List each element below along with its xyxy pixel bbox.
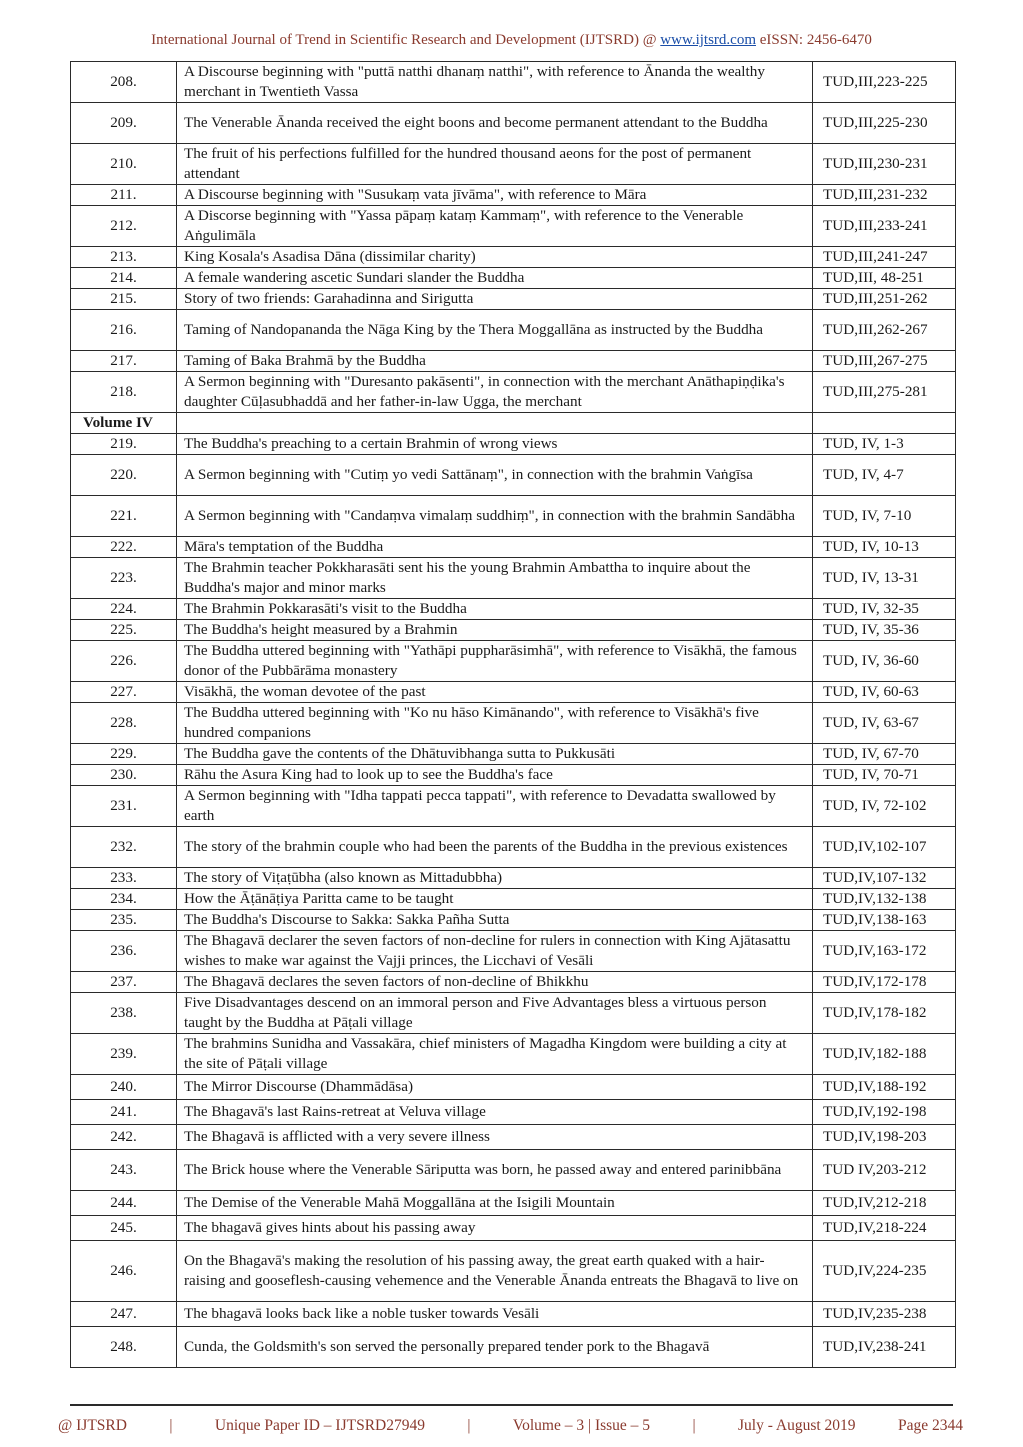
footer-separator: | (692, 1417, 696, 1434)
entry-description: The Brick house where the Venerable Sāriputta was born, he passed away and entered parinibbāna (177, 1150, 813, 1191)
table-row (71, 206, 956, 247)
entry-reference: TUD, IV, 35-36 (813, 620, 956, 641)
table-row (71, 1302, 956, 1327)
entry-description: The Buddha's height measured by a Brahmin (177, 620, 813, 641)
entry-number: 238. (71, 993, 177, 1034)
entry-number: 243. (71, 1150, 177, 1191)
table-row (71, 972, 956, 993)
entry-number: 224. (71, 599, 177, 620)
entry-description: The Venerable Ānanda received the eight boons and become permanent attendant to the Buddha (177, 103, 813, 144)
entry-reference: TUD,III, 48-251 (813, 268, 956, 289)
entry-number: 214. (71, 268, 177, 289)
table-row (71, 434, 956, 455)
entry-number: 241. (71, 1100, 177, 1125)
entry-description: A Discourse beginning with "Susukaṃ vata jīvāma", with reference to Māra (177, 185, 813, 206)
header-prefix: International Journal of Trend in Scientific Research and Development (IJTSRD) @ (151, 32, 661, 48)
entry-number: 222. (71, 537, 177, 558)
entry-number: 242. (71, 1125, 177, 1150)
table-row (71, 268, 956, 289)
entry-description: A Sermon beginning with "Candaṃva vimalaṃ suddhiṃ", in connection with the brahmin Sandābha (177, 496, 813, 537)
entry-reference: TUD,III,267-275 (813, 351, 956, 372)
footer-separator: | (467, 1417, 471, 1434)
table-row (71, 1100, 956, 1125)
page-header (0, 32, 1023, 49)
table-row (71, 765, 956, 786)
entry-description: A Discourse beginning with "puttā natthi dhanaṃ natthi", with reference to Ānanda the wealthy merchant in Twentieth Vassa (177, 62, 813, 103)
entry-description: The Mirror Discourse (Dhammādāsa) (177, 1075, 813, 1100)
entry-number: 233. (71, 868, 177, 889)
table-row (71, 993, 956, 1034)
entry-reference: TUD, IV, 63-67 (813, 703, 956, 744)
entry-reference: TUD, IV, 4-7 (813, 455, 956, 496)
entry-reference: TUD,IV,192-198 (813, 1100, 956, 1125)
entry-reference: TUD,III,230-231 (813, 144, 956, 185)
footer-rule (70, 1404, 953, 1406)
table-row (71, 910, 956, 931)
table-row (71, 247, 956, 268)
entry-description: The Buddha gave the contents of the Dhātuvibhanga sutta to Pukkusāti (177, 744, 813, 765)
table-row (71, 744, 956, 765)
entry-description: Taming of Baka Brahmā by the Buddha (177, 351, 813, 372)
entry-number: 211. (71, 185, 177, 206)
entry-reference: TUD,III,231-232 (813, 185, 956, 206)
entry-reference: TUD, IV, 60-63 (813, 682, 956, 703)
table-row (71, 620, 956, 641)
entry-reference: TUD, IV, 7-10 (813, 496, 956, 537)
table-row (71, 1327, 956, 1368)
entry-number: 218. (71, 372, 177, 413)
entry-description: The Buddha uttered beginning with "Yathāpi puppharāsimhā", with reference to Visākhā, the famous donor of the Pubbārāma monastery (177, 641, 813, 682)
entry-description: A female wandering ascetic Sundari slander the Buddha (177, 268, 813, 289)
table-row (71, 496, 956, 537)
entry-reference: TUD,IV,163-172 (813, 931, 956, 972)
footer-page-number: Page 2344 (897, 1417, 963, 1434)
entry-description: King Kosala's Asadisa Dāna (dissimilar charity) (177, 247, 813, 268)
entry-number: 230. (71, 765, 177, 786)
table-row (71, 1034, 956, 1075)
entry-description: The Brahmin Pokkarasāti's visit to the Buddha (177, 599, 813, 620)
entry-reference: TUD,IV,102-107 (813, 827, 956, 868)
entry-number: 239. (71, 1034, 177, 1075)
footer-paper-id: Unique Paper ID – IJTSRD27949 (214, 1417, 425, 1434)
entry-reference: TUD,III,241-247 (813, 247, 956, 268)
entry-number: 215. (71, 289, 177, 310)
table-row (71, 1125, 956, 1150)
entry-description: On the Bhagavā's making the resolution of his passing away, the great earth quaked with a hair-raising and gooseflesh-causing vehemence and the Venerable Ānanda entreats the Bhagavā to live on (177, 1241, 813, 1302)
entry-description: The Buddha's preaching to a certain Brahmin of wrong views (177, 434, 813, 455)
table-row (71, 103, 956, 144)
entry-number: 229. (71, 744, 177, 765)
entry-reference: TUD, IV, 36-60 (813, 641, 956, 682)
entry-number: 226. (71, 641, 177, 682)
entry-description: Visākhā, the woman devotee of the past (177, 682, 813, 703)
entry-reference: TUD, IV, 10-13 (813, 537, 956, 558)
table-row (71, 558, 956, 599)
entry-number: 246. (71, 1241, 177, 1302)
entry-number: 216. (71, 310, 177, 351)
entry-reference: TUD,IV,132-138 (813, 889, 956, 910)
entry-reference: TUD,IV,198-203 (813, 1125, 956, 1150)
journal-website-link[interactable]: www.ijtsrd.com (660, 32, 756, 48)
volume-heading-row (71, 413, 956, 434)
entry-reference: TUD,IV,138-163 (813, 910, 956, 931)
table-row (71, 1191, 956, 1216)
footer-separator: | (169, 1417, 173, 1434)
empty-cell (177, 413, 813, 434)
entry-description: The story of Viṭaṭūbha (also known as Mittadubbha) (177, 868, 813, 889)
entry-description: A Discorse beginning with "Yassa pāpaṃ kataṃ Kammaṃ", with reference to the Venerable Aṅgulimāla (177, 206, 813, 247)
entry-reference: TUD IV,203-212 (813, 1150, 956, 1191)
entry-reference: TUD,IV,218-224 (813, 1216, 956, 1241)
table-row (71, 868, 956, 889)
entry-description: The bhagavā looks back like a noble tusker towards Vesāli (177, 1302, 813, 1327)
entry-number: 231. (71, 786, 177, 827)
entry-description: The story of the brahmin couple who had been the parents of the Buddha in the previous existences (177, 827, 813, 868)
volume-heading: Volume IV (71, 413, 177, 434)
entry-reference: TUD,IV,182-188 (813, 1034, 956, 1075)
entry-reference: TUD,III,262-267 (813, 310, 956, 351)
entry-description: The Bhagavā's last Rains-retreat at Veluva village (177, 1100, 813, 1125)
footer-volume-issue: Volume – 3 | Issue – 5 (512, 1417, 651, 1434)
table-row (71, 289, 956, 310)
entry-number: 244. (71, 1191, 177, 1216)
entry-description: The bhagavā gives hints about his passing away (177, 1216, 813, 1241)
entry-description: A Sermon beginning with "Duresanto pakāsenti", in connection with the merchant Anāthapiṇḍika's daughter Cūḷasubhaddā and her father-in-law Ugga, the merchant (177, 372, 813, 413)
table-row (71, 62, 956, 103)
table-row (71, 827, 956, 868)
entry-description: A Sermon beginning with "Idha tappati pecca tappati", with reference to Devadatta swallowed by earth (177, 786, 813, 827)
entry-number: 223. (71, 558, 177, 599)
entry-number: 228. (71, 703, 177, 744)
table-row (71, 185, 956, 206)
table-row (71, 351, 956, 372)
entry-description: The Bhagavā declares the seven factors of non-decline of Bhikkhu (177, 972, 813, 993)
entry-reference: TUD, IV, 13-31 (813, 558, 956, 599)
entry-number: 248. (71, 1327, 177, 1368)
footer-date: July - August 2019 (737, 1417, 856, 1434)
table-row (71, 889, 956, 910)
entry-number: 236. (71, 931, 177, 972)
entry-number: 245. (71, 1216, 177, 1241)
header-suffix: eISSN: 2456-6470 (755, 32, 872, 48)
empty-cell (813, 413, 956, 434)
entry-reference: TUD,III,223-225 (813, 62, 956, 103)
table-row (71, 144, 956, 185)
entry-description: The fruit of his perfections fulfilled for the hundred thousand aeons for the post of permanent attendant (177, 144, 813, 185)
entry-reference: TUD,IV,172-178 (813, 972, 956, 993)
entry-number: 232. (71, 827, 177, 868)
entry-reference: TUD, IV, 67-70 (813, 744, 956, 765)
entry-number: 227. (71, 682, 177, 703)
entry-number: 225. (71, 620, 177, 641)
entry-reference: TUD,IV,238-241 (813, 1327, 956, 1368)
entry-number: 213. (71, 247, 177, 268)
entry-description: How the Āṭānāṭiya Paritta came to be taught (177, 889, 813, 910)
entry-reference: TUD,IV,107-132 (813, 868, 956, 889)
entry-description: The Demise of the Venerable Mahā Moggallāna at the Isigili Mountain (177, 1191, 813, 1216)
table-row (71, 786, 956, 827)
entry-description: The Bhagavā declarer the seven factors of non-decline for rulers in connection with King Ajātasattu wishes to make war against the Vajji princes, the Licchavi of Vesāli (177, 931, 813, 972)
table-row (71, 1150, 956, 1191)
entry-description: A Sermon beginning with "Cutiṃ yo vedi Sattānaṃ", in connection with the brahmin Vaṅgīsa (177, 455, 813, 496)
entry-reference: TUD,III,225-230 (813, 103, 956, 144)
entry-description: Taming of Nandopananda the Nāga King by the Thera Moggallāna as instructed by the Buddha (177, 310, 813, 351)
entry-number: 219. (71, 434, 177, 455)
table-row (71, 641, 956, 682)
table-row (71, 537, 956, 558)
table-row (71, 310, 956, 351)
footer-journal: @ IJTSRD (58, 1417, 127, 1434)
entry-reference: TUD,IV,212-218 (813, 1191, 956, 1216)
table-row (71, 703, 956, 744)
entry-description: Five Disadvantages descend on an immoral person and Five Advantages bless a virtuous person taught by the Buddha at Pāṭali village (177, 993, 813, 1034)
entry-number: 240. (71, 1075, 177, 1100)
table-row (71, 599, 956, 620)
entry-description: Story of two friends: Garahadinna and Sirigutta (177, 289, 813, 310)
entry-number: 234. (71, 889, 177, 910)
entry-description: The Buddha's Discourse to Sakka: Sakka Pañha Sutta (177, 910, 813, 931)
contents-table (70, 61, 956, 1368)
entry-number: 209. (71, 103, 177, 144)
entry-reference: TUD, IV, 70-71 (813, 765, 956, 786)
entry-description: Rāhu the Asura King had to look up to see the Buddha's face (177, 765, 813, 786)
entry-description: Māra's temptation of the Buddha (177, 537, 813, 558)
entry-number: 217. (71, 351, 177, 372)
entry-reference: TUD, IV, 32-35 (813, 599, 956, 620)
entry-description: The Buddha uttered beginning with "Ko nu hāso Kimānando", with reference to Visākhā's five hundred companions (177, 703, 813, 744)
entry-description: The Brahmin teacher Pokkharasāti sent his the young Brahmin Ambattha to inquire about the Buddha's major and minor marks (177, 558, 813, 599)
entry-number: 208. (71, 62, 177, 103)
entry-number: 237. (71, 972, 177, 993)
entry-description: The brahmins Sunidha and Vassakāra, chief ministers of Magadha Kingdom were building a city at the site of Pāṭali village (177, 1034, 813, 1075)
table-row (71, 455, 956, 496)
entry-number: 221. (71, 496, 177, 537)
entry-reference: TUD,IV,224-235 (813, 1241, 956, 1302)
entry-number: 210. (71, 144, 177, 185)
entry-reference: TUD,IV,188-192 (813, 1075, 956, 1100)
table-row (71, 682, 956, 703)
entry-reference: TUD, IV, 72-102 (813, 786, 956, 827)
table-row (71, 1241, 956, 1302)
entry-reference: TUD,IV,178-182 (813, 993, 956, 1034)
table-row (71, 372, 956, 413)
page-footer (58, 1417, 963, 1435)
entry-number: 247. (71, 1302, 177, 1327)
entry-number: 212. (71, 206, 177, 247)
entry-reference: TUD,III,251-262 (813, 289, 956, 310)
table-row (71, 931, 956, 972)
entry-reference: TUD,III,233-241 (813, 206, 956, 247)
entry-number: 220. (71, 455, 177, 496)
table-row (71, 1075, 956, 1100)
table-row (71, 1216, 956, 1241)
entry-reference: TUD,IV,235-238 (813, 1302, 956, 1327)
entry-description: The Bhagavā is afflicted with a very severe illness (177, 1125, 813, 1150)
entry-number: 235. (71, 910, 177, 931)
entry-reference: TUD, IV, 1-3 (813, 434, 956, 455)
entry-reference: TUD,III,275-281 (813, 372, 956, 413)
entry-description: Cunda, the Goldsmith's son served the personally prepared tender pork to the Bhagavā (177, 1327, 813, 1368)
